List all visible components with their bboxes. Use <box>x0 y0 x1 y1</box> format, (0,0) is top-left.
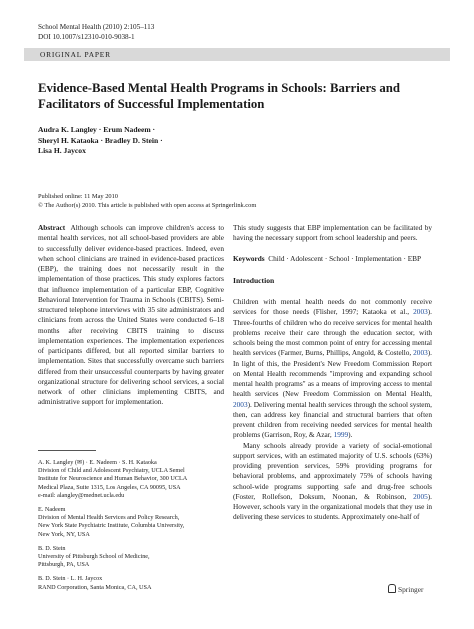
affiliation-2 <box>38 506 228 539</box>
affiliation-3 <box>38 545 228 570</box>
text-run: ). Three-fourths of children who do receive services for mental health problems receive their care through the education sector, with schools being the most common point of entry for accessing mental health services (Farmer, Burns, Phillips, Angold, & Costello, <box>233 307 432 358</box>
article-type-band <box>24 48 450 61</box>
journal-citation: School Mental Health (2010) 2:105–113 <box>38 23 155 31</box>
affiliation-line: New York, NY, USA <box>38 530 90 538</box>
affiliation-names: B. D. Stein <box>38 544 66 552</box>
affiliation-line: Division of Mental Health Services and Policy Research, <box>38 514 180 522</box>
springer-logo-icon <box>388 584 396 593</box>
affiliation-4 <box>38 575 228 591</box>
affiliation-names: E. Nadeem <box>38 506 66 514</box>
author-list <box>38 125 338 157</box>
authors-line-2: Sheryl H. Kataoka · Bradley D. Stein · <box>38 135 163 145</box>
published-date: Published online: 11 May 2010 <box>38 193 118 200</box>
copyright-notice: © The Author(s) 2010. This article is published with open access at Springerlink.com <box>38 201 257 209</box>
paper-title: Evidence-Based Mental Health Programs in Schools: Barriers and Facilitators of Successful Implementation <box>38 81 400 111</box>
publisher-name: Springer <box>398 585 424 594</box>
article-type-label: ORIGINAL PAPER <box>40 50 111 59</box>
affiliation-line: Institute for Neuroscience and Human Behavior, 300 UCLA <box>38 475 188 483</box>
affiliation-line: Medical Plaza, Suite 1315, Los Angeles, CA 90095, USA <box>38 483 181 491</box>
abstract-text: Although schools can improve children's access to mental health services, not all school-based providers are able to successfully deliver evidence-based practices. Indeed, even when school clinicians are trained in evidence-based practices (EBP), the training does not necessarily result in the implementation of those practices. This study explores factors that influence implementation of a particular EBP, Cognitive Behavioral Intervention for Trauma in Schools (CBITS). Semi-structured telephone interviews with 35 site administrators and clinicians from across the United States were conducted 6–18 months after receiving CBITS training to discuss implementation experiences. The implementation experiences of participants differed, but all reported similar barriers to implementation. Sites that successfully overcame such barriers differed from their unsuccessful counterparts by having greater organizational structure for delivering school services, a social network of other clinicians implementing CBITS, and administrative support for implementation. <box>38 223 224 407</box>
affiliation-line: University of Pittsburgh School of Medicine, <box>38 553 150 561</box>
affiliation-line: New York State Psychiatric Institute, Columbia University, <box>38 522 185 530</box>
citation-link[interactable]: 2003 <box>233 399 248 409</box>
footnote-divider <box>38 450 96 451</box>
journal-header <box>38 23 154 42</box>
text-run: ). In light of this, the President's New Freedom Commission Report on Mental Health recommends "improving and expanding school mental health programs" as a means of improving access to mental health services (New Freedom Commission on Mental Health, <box>233 348 432 399</box>
affiliation-email[interactable]: e-mail: alangley@mednet.ucla.edu <box>38 491 125 499</box>
authors-line-3: Lisa H. Jaycox <box>38 146 86 155</box>
citation-link[interactable]: 2003 <box>413 307 428 317</box>
text-run: ). Delivering mental health services through the school system, then, can address key financial and structural barriers that often prevent children from receiving needed services for mental health problems (Garrison, Roy, & Azar, <box>233 399 432 440</box>
intro-paragraph-2 <box>233 441 432 523</box>
affiliation-names: B. D. Stein · L. H. Jaycox <box>38 575 103 583</box>
affiliations <box>38 459 228 598</box>
abstract-block <box>38 223 224 408</box>
keywords-list: Child · Adolescent · School · Implementation · EBP <box>268 253 422 263</box>
text-run: ). However, schools vary in the organizational models that they use in delivering these services to students. Approximately one-half of <box>233 491 432 522</box>
intro-paragraph-1 <box>233 297 432 441</box>
affiliation-1 <box>38 459 228 500</box>
citation-link[interactable]: 2005 <box>413 491 428 501</box>
affiliation-names: A. K. Langley (✉) · E. Nadeem · S. H. Kataoka <box>38 459 157 466</box>
right-column <box>233 223 432 523</box>
abstract-label: Abstract <box>38 223 66 232</box>
keywords-block <box>233 254 432 264</box>
summary-paragraph: This study suggests that EBP implementation can be facilitated by having the necessary support from school leadership and peers. <box>233 223 432 243</box>
section-heading-introduction: Introduction <box>233 275 275 285</box>
authors-line-1: Audra K. Langley · Erum Nadeem · <box>38 125 156 134</box>
affiliation-line: RAND Corporation, Santa Monica, CA, USA <box>38 583 152 591</box>
text-run: ). <box>348 430 353 440</box>
publication-info <box>38 193 438 210</box>
text-run: Many schools already provide a variety of social-emotional support services, with an estimated majority of U.S. schools (63%) providing prevention services, 59% providing programs for behavioral problems, and approximately 75% of schools having school-wide programs supporting safe and drug-free schools (Foster, Rollefson, Doksum, Noonan, & Robinson, <box>233 440 432 501</box>
citation-link[interactable]: 2003 <box>413 348 428 358</box>
publisher-footer <box>388 584 423 594</box>
doi-line: DOI 10.1007/s12310-010-9038-1 <box>38 32 135 41</box>
citation-link[interactable]: 1999 <box>333 430 349 440</box>
affiliation-line: Pittsburgh, PA, USA <box>38 561 90 569</box>
text-run: Children with mental health needs do not commonly receive services for those needs (Flisher, 1997; Kataoka et al., <box>233 297 432 317</box>
keywords-label: Keywords <box>233 253 265 263</box>
affiliation-line: Division of Child and Adolescent Psychiatry, UCLA Semel <box>38 467 185 475</box>
